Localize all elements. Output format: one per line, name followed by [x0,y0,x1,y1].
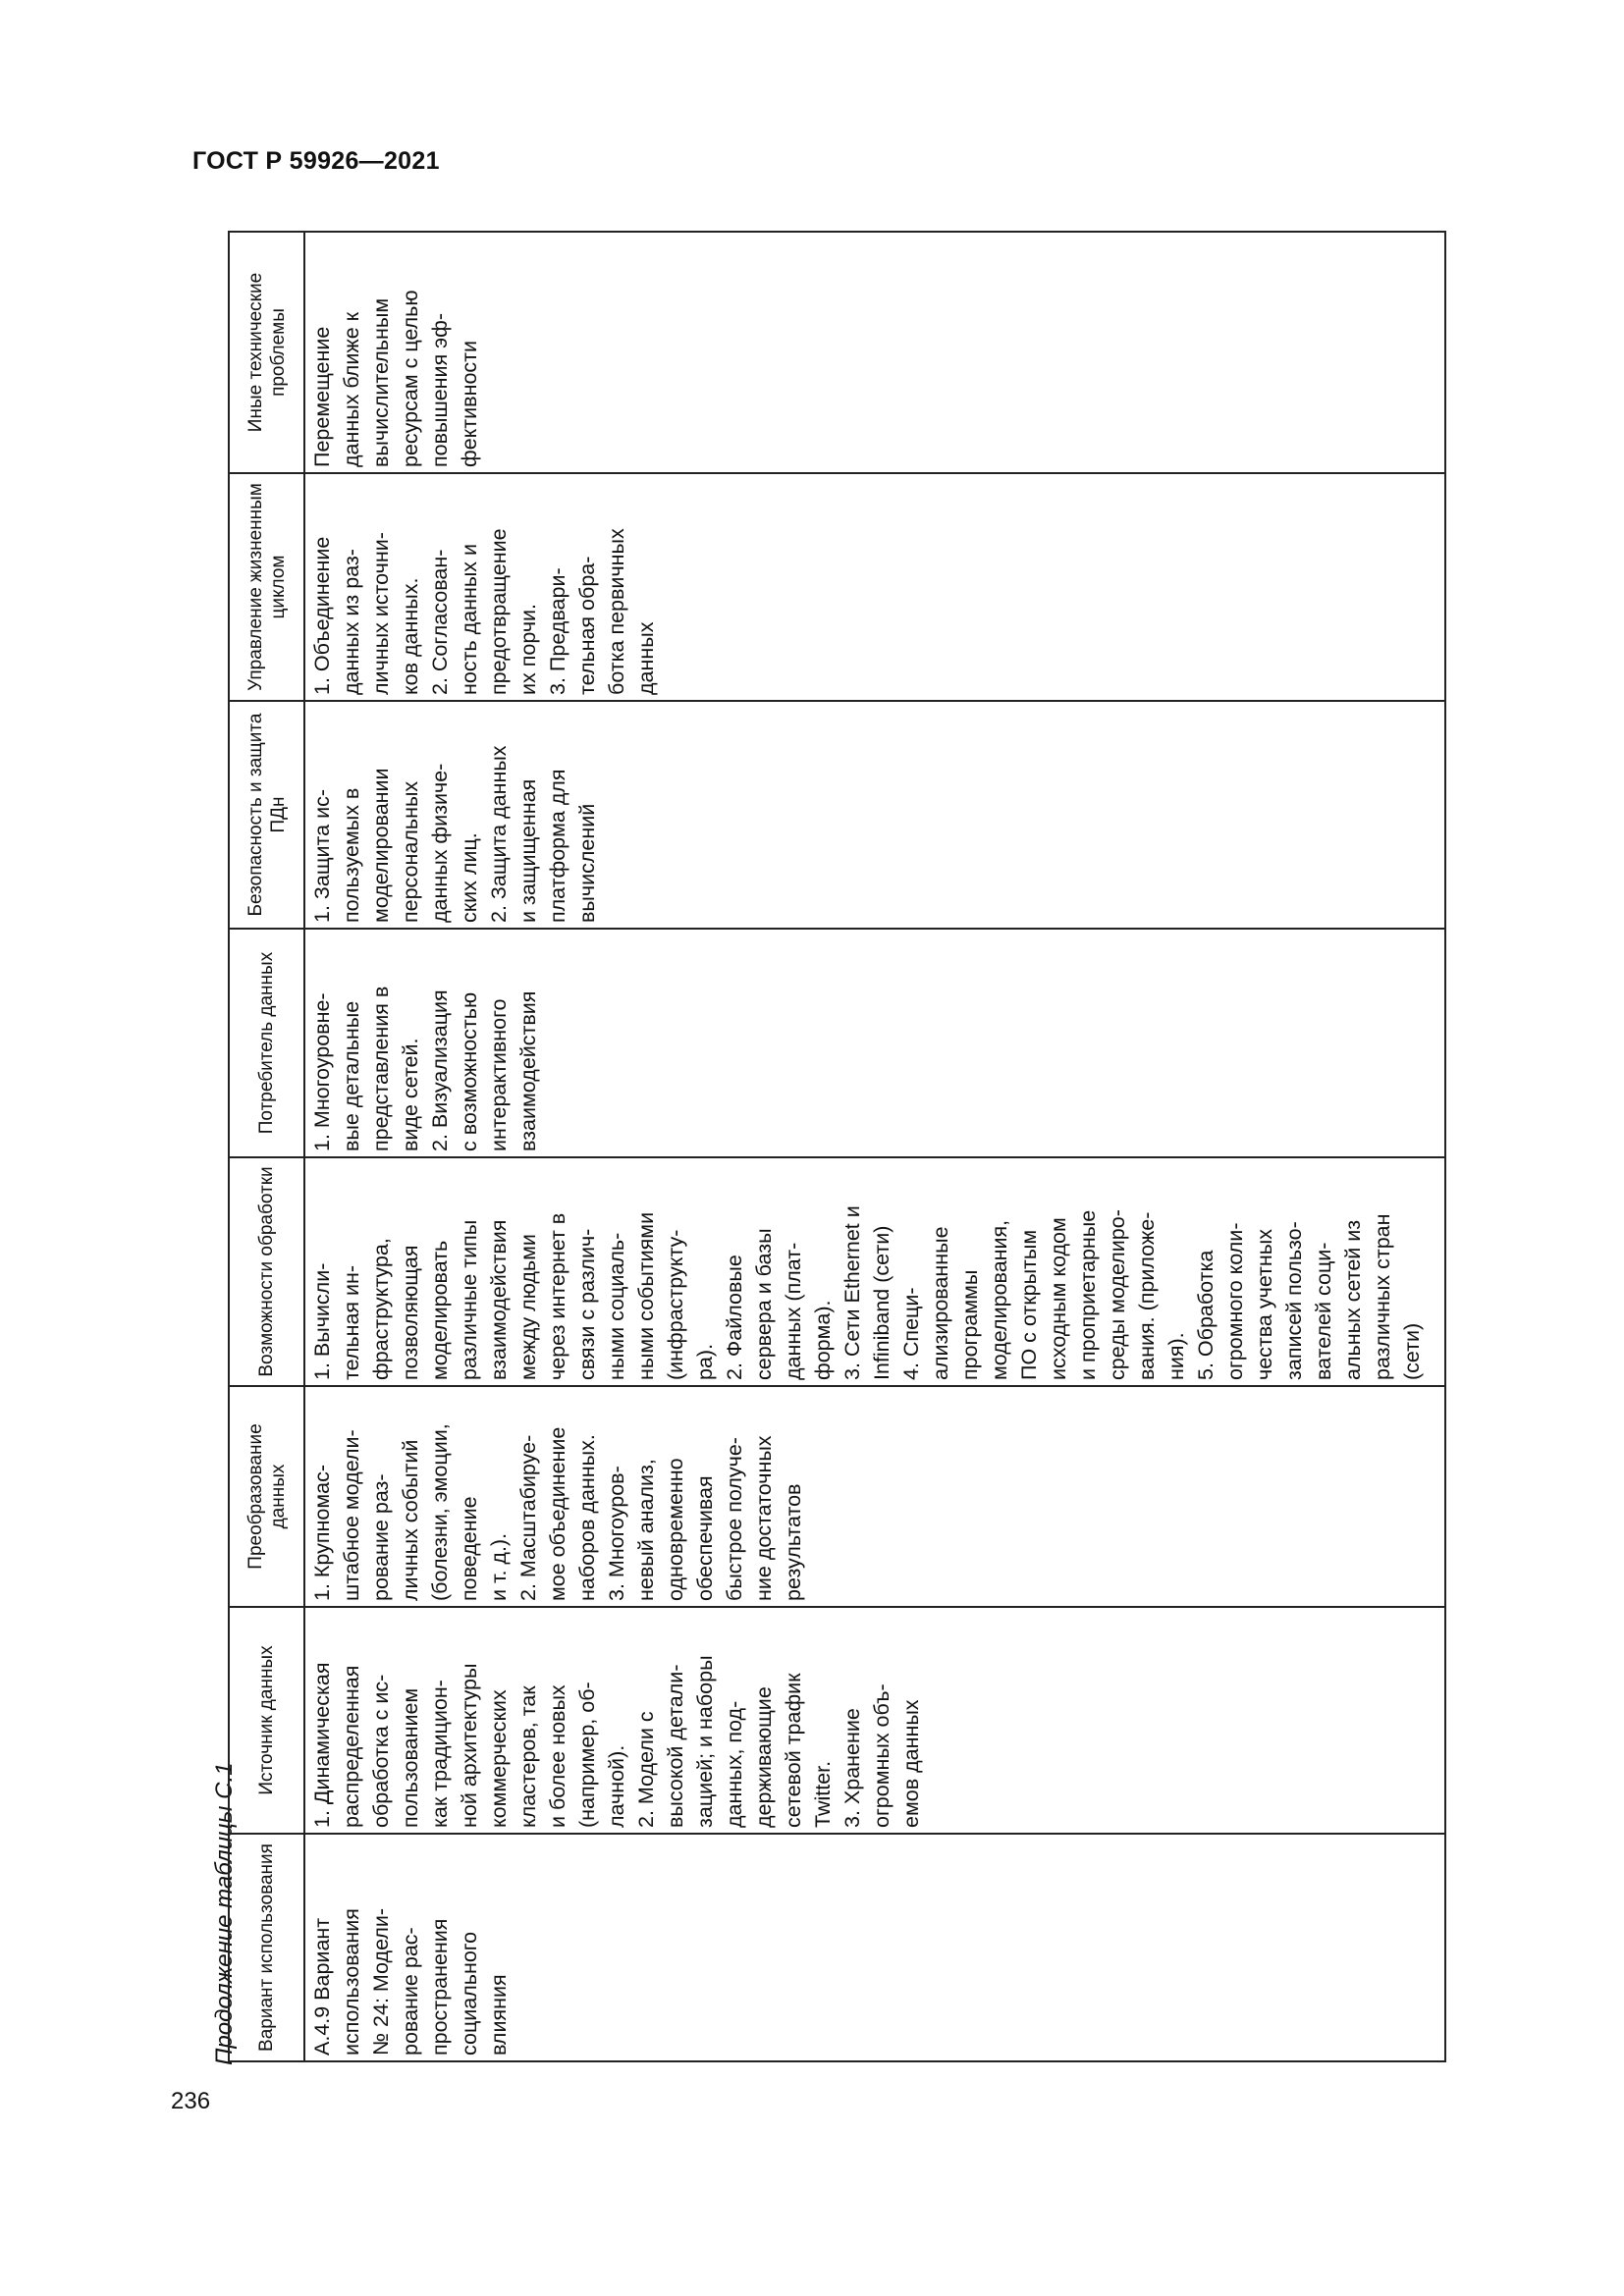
cell-text-line: Перемещение [310,326,334,467]
cell-text-line: данных из раз- [340,549,363,695]
cell-text-line: связи с различ- [575,1228,599,1380]
cell-other-technical-issues [304,232,1445,473]
cell-text-line: быстрое получе- [723,1437,746,1601]
header-data-consumer: Потребитель данных [229,929,304,1157]
cell-data-source [304,1607,1445,1834]
cell-text-line: распределенная [340,1665,363,1828]
cell-data-transformation [304,1386,1445,1607]
cell-text-line: форма). [811,1300,835,1380]
cell-text-line: (инфраструкту- [664,1229,687,1380]
cell-text-line: представления в [369,986,393,1151]
cell-text-line: ализированные [929,1226,952,1380]
header-processing-capabilities: Возможности обработки [229,1157,304,1386]
page-number: 236 [171,2088,211,2114]
cell-text-line: и защищенная [516,778,540,923]
cell-text-line: 4. Специ- [899,1287,923,1380]
header-data-source: Источник данных [229,1607,304,1834]
cell-text-line: пользованием [399,1687,422,1828]
cell-text-line: чества учетных [1253,1229,1276,1380]
cell-text-line: вычислений [575,803,599,923]
cell-text-line: моделировании [369,768,393,923]
cell-text-line: емов данных [899,1699,923,1828]
cell-text-line: невый анализ, [634,1459,658,1601]
cell-text-line: тельная ин- [340,1264,363,1380]
cell-text-line: тельная обра- [575,556,599,695]
cell-text-line: и т. д.). [487,1532,511,1601]
cell-text-line: результатов [782,1483,805,1601]
cell-text-line: № 24: Модели- [369,1907,393,2056]
cell-text-line: Infiniband (сети) [870,1225,893,1380]
cell-text-line: Twitter. [811,1760,835,1828]
cell-text-line: различных стран [1371,1213,1394,1380]
cell-text-line: как традицион- [428,1680,452,1828]
cell-text-line: записей пользо- [1282,1221,1306,1380]
cell-text-line: сервера и базы [752,1228,776,1380]
cell-text-line: сетевой трафик [782,1673,805,1828]
cell-text-line: платформа для [546,769,569,923]
cell-text-line: и более новых [546,1684,569,1828]
cell-text-line: ресурсам с целью [399,290,422,467]
cell-text-line: ными социаль- [605,1232,628,1380]
cell-text-line: 1. Защита ис- [310,788,334,923]
cell-text-line: моделировать [428,1240,452,1380]
cell-text-line: 2. Модели с [634,1711,658,1828]
cell-text-line: держивающие [752,1686,776,1828]
cell-text-line: использования [340,1908,363,2056]
cell-text-line: повышения эф- [428,313,452,467]
cell-text-line: 1. Динамическая [310,1662,334,1828]
cell-text-line: ния). [1164,1332,1188,1380]
cell-text-line: штабное модели- [340,1429,363,1601]
cell-text-line: 2. Визуализация [428,989,452,1151]
cell-text-line: высокой детали- [664,1664,687,1828]
cell-text-line: 3. Хранение [840,1708,864,1828]
cell-text-line: рование рас- [399,1927,422,2056]
cell-text-line: 1. Вычисли- [310,1262,334,1380]
cell-text-line: обработка с ис- [369,1674,393,1828]
cell-text-line: различные типы [458,1219,481,1380]
cell-text-line: альных сетей из [1341,1219,1365,1380]
cell-text-line: мое объединение [546,1426,569,1601]
header-lifecycle-management: Управление жизненным циклом [229,473,304,701]
cell-text-line: пространения [428,1918,452,2056]
cell-text-line: 2. Согласован- [428,549,452,695]
table-caption: Продолжение таблицы С.1 [211,1762,238,2065]
cell-text-line: 2. Защита данных [487,745,511,923]
cell-text-line: данных, под- [723,1700,746,1828]
cell-text-line: позволяющая [399,1245,422,1380]
cell-text-line: персональных [399,780,422,923]
cell-text-line: личных событий [399,1439,422,1601]
cell-data-consumer [304,929,1445,1157]
cell-text-line: социального [458,1931,481,2056]
header-security-privacy: Безопасность и защита ПДн [229,701,304,929]
cell-text-line: среды моделиро- [1106,1209,1129,1380]
cell-text-line: ра). [693,1343,717,1380]
header-data-transformation: Преобразование данных [229,1386,304,1607]
cell-text-line: их порчи. [516,603,540,695]
cell-text-line: ских лиц. [458,832,481,923]
cell-text-line: (сети) [1400,1322,1424,1380]
cell-lifecycle-management [304,473,1445,701]
cell-processing-capabilities [304,1157,1445,1386]
cell-text-line: одновременно [664,1458,687,1601]
cell-text-line: пользуемых в [340,787,363,923]
cell-text-line: предотвращение [487,528,511,695]
cell-text-line: коммерческих [487,1689,511,1828]
cell-text-line: наборов данных. [575,1434,599,1601]
cell-security-privacy [304,701,1445,929]
rotated-table-container [228,233,1446,2062]
cell-text-line: ной архитектуры [458,1663,481,1828]
cell-text-line: рование раз- [369,1473,393,1601]
cell-text-line: личных источни- [369,532,393,695]
cell-text-line: виде сетей. [399,1038,422,1151]
cell-text-line: вателей соци- [1312,1242,1335,1380]
cell-text-line: 3. Предвари- [546,567,569,695]
cell-text-line: ПО с открытым [1017,1229,1041,1380]
cell-text-line: ными событиями [634,1211,658,1380]
cell-text-line: ность данных и [458,543,481,695]
cell-text-line: с возможностью [458,991,481,1151]
cell-text-line: кластеров, так [516,1685,540,1828]
cell-text-line: зацией; и наборы [693,1655,717,1828]
cell-text-line: влияния [487,1974,511,2056]
cell-text-line: моделирования, [988,1219,1011,1380]
cell-text-line: 2. Файловые [723,1255,746,1380]
table-header-row [229,232,304,2061]
cell-text-line: обеспечивая [693,1475,717,1601]
cell-text-line: 2. Масштабируе- [516,1434,540,1601]
cell-text-line: вания. (приложе- [1135,1211,1159,1380]
cell-text-line: ние достаточных [752,1435,776,1601]
cell-text-line: 5. Обработка [1194,1250,1218,1380]
cell-text-line: интерактивного [487,998,511,1151]
cell-text-line: фективности [458,340,481,467]
cell-text-line: 1. Многоуровне- [310,992,334,1151]
cell-text-line: 1. Крупномас- [310,1464,334,1601]
cell-text-line: фраструктура, [369,1238,393,1380]
cell-text-line: А.4.9 Вариант [310,1917,334,2056]
header-use-case: Вариант использования [229,1834,304,2061]
cell-text-line: 3. Многоуров- [605,1466,628,1601]
use-case-table [228,231,1446,2062]
cell-text-line: (болезни, эмоции, [428,1423,452,1601]
cell-text-line: вычислительным [369,297,393,467]
cell-text-line: (например, об- [575,1682,599,1828]
cell-text-line: данных физиче- [428,763,452,923]
table-row [304,232,1445,2061]
cell-text-line: ков данных. [399,577,422,695]
cell-text-line: взаимодействия [487,1219,511,1380]
cell-text-line: через интернет в [546,1212,569,1380]
cell-text-line: вые детальные [340,1000,363,1151]
standard-title: ГОСТ Р 59926—2021 [192,147,440,175]
cell-text-line: между людьми [516,1234,540,1380]
cell-text-line: лачной). [605,1744,628,1828]
cell-text-line: ботка первичных [605,528,628,695]
cell-text-line: данных ближе к [340,311,363,467]
cell-text-line: программы [958,1269,982,1380]
cell-text-line: и проприетарные [1076,1209,1100,1380]
cell-text-line: огромного коли- [1223,1222,1247,1380]
cell-text-line: исходным кодом [1047,1217,1070,1380]
cell-text-line: взаимодействия [516,990,540,1151]
cell-text-line: данных [634,621,658,695]
cell-text-line: 3. Сети Ethernet и [840,1205,864,1380]
cell-text-line: огромных объ- [870,1683,893,1828]
header-other-technical-issues: Иные технические проблемы [229,232,304,473]
cell-text-line: поведение [458,1496,481,1601]
cell-text-line: 1. Объединение [310,536,334,695]
cell-text-line: данных (плат- [782,1242,805,1380]
cell-use-case [304,1834,1445,2061]
